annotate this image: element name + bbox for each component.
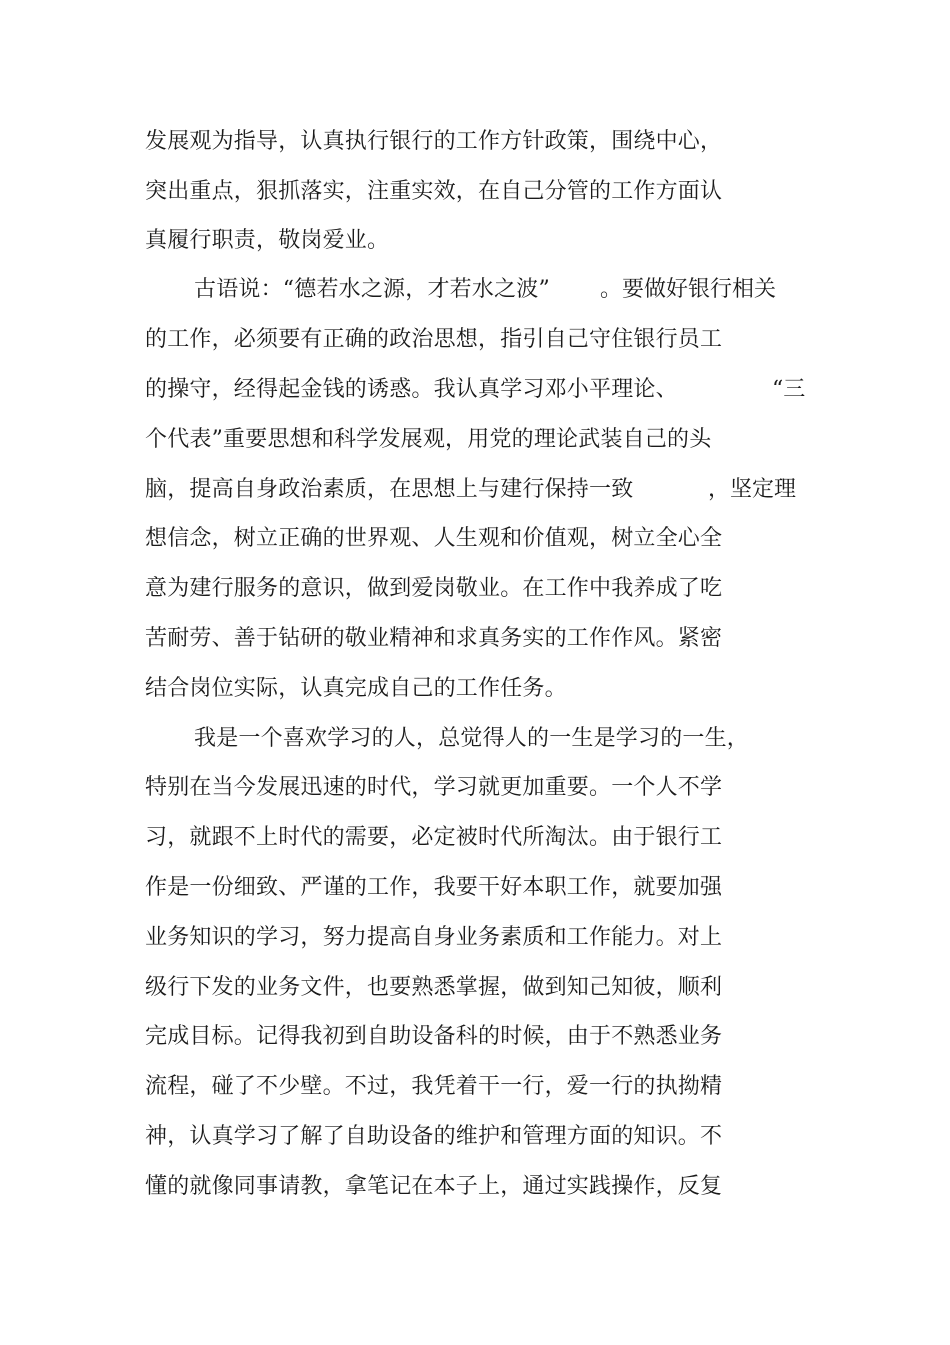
text-line: 的工作，必须要有正确的政治思想，指引自己守住银行员工 <box>145 327 723 352</box>
text-line: 流程，碰了不少壁。不过，我凭着干一行，爱一行的执拗精 <box>145 1074 723 1099</box>
text-line: 突出重点，狠抓落实，注重实效，在自己分管的工作方面认 <box>145 179 723 204</box>
text-line: 懂的就像同事请教，拿笔记在本子上，通过实践操作，反复 <box>145 1174 723 1199</box>
text-line: 习，就跟不上时代的需要，必定被时代所淘汰。由于银行工 <box>145 825 723 850</box>
text-fragment: “三 <box>772 377 806 402</box>
text-fragment: ，坚定理 <box>708 477 797 502</box>
text-line: 个代表”重要思想和科学发展观，用党的理论武装自己的头 <box>145 427 712 452</box>
paragraph-start-line: 古语说：“德若水之源，才若水之波” <box>194 277 550 302</box>
text-line: 作是一份细致、严谨的工作，我要干好本职工作，就要加强 <box>145 875 723 900</box>
text-line: 结合岗位实际，认真完成自己的工作任务。 <box>145 676 567 701</box>
text-fragment: 。要做好银行相关 <box>600 277 777 302</box>
text-line: 完成目标。记得我初到自助设备科的时候，由于不熟悉业务 <box>145 1024 723 1049</box>
text-line: 意为建行服务的意识，做到爱岗敬业。在工作中我养成了吃 <box>145 576 723 601</box>
text-line: 发展观为指导，认真执行银行的工作方针政策，围绕中心， <box>145 129 723 154</box>
text-line: 级行下发的业务文件，也要熟悉掌握，做到知己知彼，顺利 <box>145 975 723 1000</box>
text-line: 苦耐劳、善于钻研的敬业精神和求真务实的工作作风。紧密 <box>145 626 723 651</box>
text-line: 业务知识的学习，努力提高自身业务素质和工作能力。对上 <box>145 925 723 950</box>
paragraph-start-line: 我是一个喜欢学习的人，总觉得人的一生是学习的一生， <box>194 726 750 751</box>
text-line: 脑，提高自身政治素质，在思想上与建行保持一致 <box>145 477 634 502</box>
text-line: 想信念，树立正确的世界观、人生观和价值观，树立全心全 <box>145 526 723 551</box>
text-line: 特别在当今发展迅速的时代，学习就更加重要。一个人不学 <box>145 775 723 800</box>
text-line: 神，认真学习了解了自助设备的维护和管理方面的知识。不 <box>145 1124 723 1149</box>
text-line: 的操守，经得起金钱的诱惑。我认真学习邓小平理论、 <box>145 377 678 402</box>
text-line: 真履行职责，敬岗爱业。 <box>145 228 390 253</box>
